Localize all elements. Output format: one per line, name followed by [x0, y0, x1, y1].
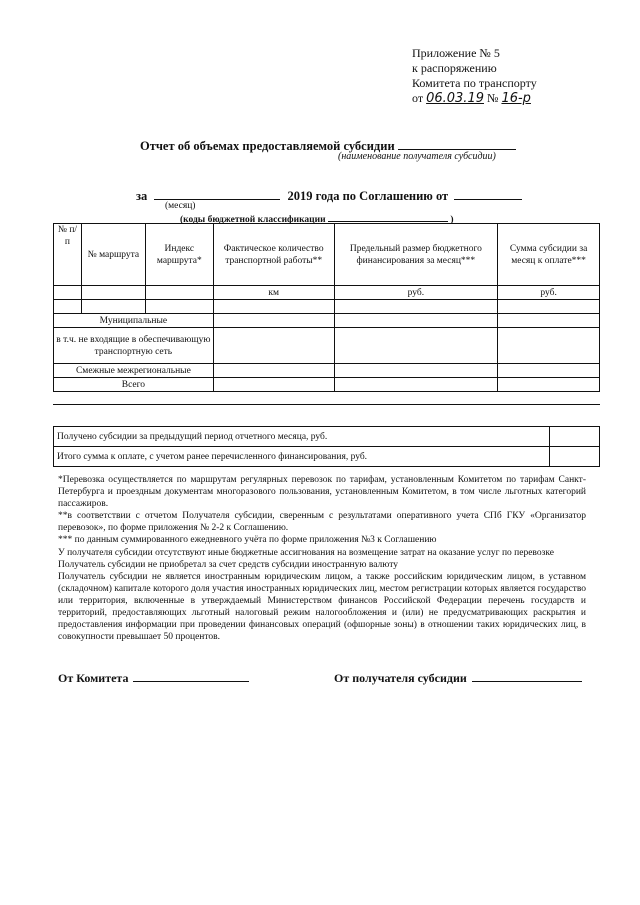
report-title: Отчет об объемах предоставляемой субсидии — [140, 138, 516, 154]
row-interregional — [54, 364, 600, 378]
handwritten-number: 16-р — [501, 91, 531, 106]
unit-sum: руб. — [498, 286, 600, 300]
note-4: У получателя субсидии отсутствуют иные бюджетные ассигнования на возмещение затрат на оказание услуг по перевозке — [58, 547, 554, 558]
row-excluded — [54, 328, 600, 364]
recipient-caption: (наименование получателя субсидии) — [338, 151, 496, 162]
summary-row-received — [54, 427, 600, 447]
value-to-pay[interactable] — [550, 447, 600, 467]
handwritten-date: 06.03.19 — [426, 91, 484, 106]
col-header-limit: Предельный размер бюджетного финансирования за месяц*** — [334, 224, 498, 286]
recipient-signature-field[interactable] — [472, 670, 582, 682]
table-row — [54, 300, 600, 314]
signature-committee: От Комитета — [58, 670, 249, 686]
label-to-pay: Итого сумма к оплате, с учетом ранее перечисленного финансирования, руб. — [54, 447, 550, 467]
signature-recipient: От получателя субсидии — [334, 670, 582, 686]
period-line: за 2019 года по Соглашению от — [136, 188, 522, 204]
separator-line — [53, 404, 600, 405]
value-received[interactable] — [550, 427, 600, 447]
note-5: Получатель субсидии не приобретал за счет средств субсидии иностранную валюту — [58, 559, 398, 570]
notes-block — [58, 474, 586, 643]
label-municipal: Муниципальные — [54, 314, 214, 328]
month-caption: (месяц) — [165, 201, 196, 211]
summary-table — [53, 426, 600, 467]
label-received: Получено субсидии за предыдущий период отчетного месяца, руб. — [54, 427, 550, 447]
summary-row-to-pay — [54, 447, 600, 467]
col-header-route: № маршрута — [81, 224, 145, 286]
col-header-index: Индекс маршрута* — [145, 224, 213, 286]
month-field[interactable] — [154, 188, 280, 200]
note-2: **в соответствии с отчетом Получателя субсидии, сверенным с результатами оперативного учета СПб ГКУ «Организатор перевозок», по форме приложения № 2-2 к Соглашению. — [58, 511, 586, 534]
units-row — [54, 286, 600, 300]
note-6: Получатель субсидии не является иностранным юридическим лицом, а также российским юридическим лицом, в уставном (складочном) капитале которого доля участия иностранных юридических лиц, местом регистрации которых является государство или территория, включенные в утверждаемый Министерством финансов Российской Федерации перечень государств и территорий, предоставляющих льготный налоговый режим налогообложения и (или) не предусматривающих раскрытия и предоставления информации при проведении финансовых операций (офшорные зоны) в отношении таких юридических лиц, в совокупности превышает 50 процентов. — [58, 571, 586, 643]
budget-codes-field[interactable] — [328, 212, 448, 222]
budget-codes-line: (коды бюджетной классификации ) — [180, 212, 454, 225]
col-header-sum: Сумма субсидии за месяц к оплате*** — [498, 224, 600, 286]
appendix-order: к распоряжению — [412, 61, 497, 75]
appendix-committee: Комитета по транспорту — [412, 76, 537, 90]
subsidy-table — [53, 223, 600, 392]
label-excluded: в т.ч. не входящие в обеспечивающую транспортную сеть — [54, 328, 214, 364]
unit-limit: руб. — [334, 286, 498, 300]
note-3: *** по данным суммированного ежедневного учёта по форме приложения №3 к Соглашению — [58, 535, 437, 546]
agreement-date-field[interactable] — [454, 188, 522, 200]
col-header-volume: Фактическое количество транспортной работы** — [213, 224, 334, 286]
label-interregional: Смежные межрегиональные — [54, 364, 214, 378]
appendix-date-line: от 06.03.19 № 16-р — [412, 91, 531, 106]
table-header-row — [54, 224, 600, 286]
appendix-number: Приложение № 5 — [412, 46, 500, 60]
unit-volume: км — [213, 286, 334, 300]
recipient-name-field[interactable] — [398, 138, 516, 150]
label-total: Всего — [54, 378, 214, 392]
note-1: *Перевозка осуществляется по маршрутам регулярных перевозок по тарифам, установленным Комитетом по тарифам Санкт-Петербурга и проездным документам многоразового пользования, установленным Комитетом, в том числе льготных категорий пассажиров. — [58, 475, 586, 510]
col-header-num: № п/п — [54, 224, 82, 286]
row-total — [54, 378, 600, 392]
row-municipal — [54, 314, 600, 328]
committee-signature-field[interactable] — [133, 670, 249, 682]
appendix-block — [412, 46, 537, 106]
